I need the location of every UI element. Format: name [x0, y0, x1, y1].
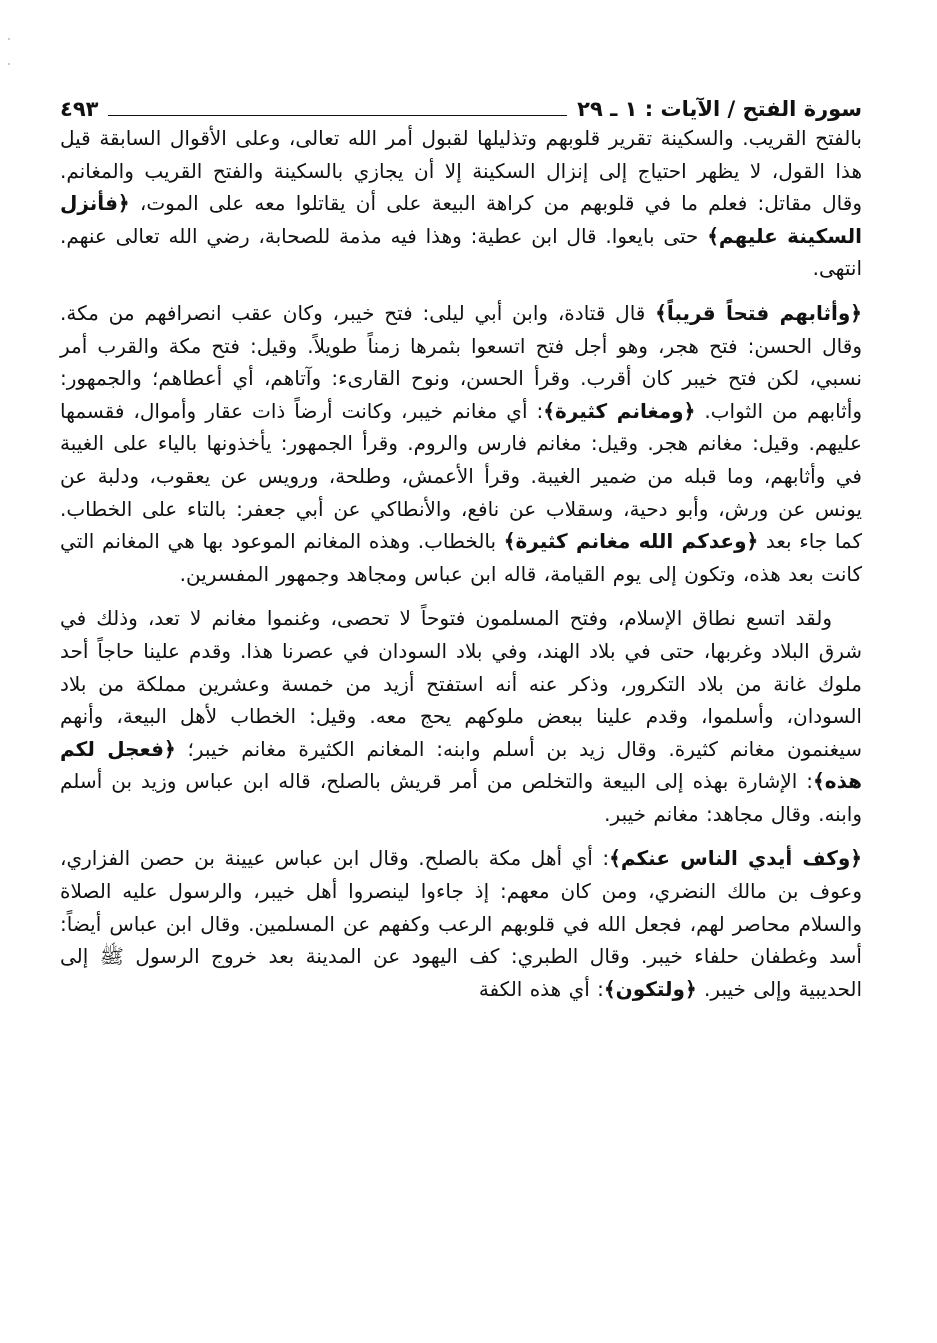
paragraph-1: بالفتح القريب. والسكينة تقرير قلوبهم وتذليلها لقبول أمر الله تعالى، وعلى الأقوال السابقة قيل هذا القول، لا يظهر احتياج إلى إنزال السكينة إلا أن يجازي بالسكينة والفتح القريب والمغانم. وقال مقاتل: فعلم ما في قلوبهم من كراهة البيعة على أن يقاتلوا معه على الموت، ﴿فأنزل السكينة عليهم﴾ حتى بايعوا. قال ابن عطية: وهذا فيه مذمة للصحابة، رضي الله تعالى عنهم. انتهى.: [60, 126, 862, 281]
quran-quote: ﴿ولتكون﴾: [603, 976, 697, 1001]
body-text: [60, 122, 862, 1303]
paragraph-4: ﴿وكف أيدي الناس عنكم﴾: أي أهل مكة بالصلح. وقال ابن عباس عيينة بن حصن الفزاري، وعوف بن مالك النضري، ومن كان معهم: إذ جاءوا لينصروا أهل خيبر، والرسول عليه الصلاة والسلام محاصر لهم، فجعل الله في قلوبهم الرعب وكفهم عن المسلمين. وقال ابن عباس أيضاً: أسد وغطفان حلفاء خيبر. وقال الطبري: كف اليهود عن المدينة بعد خروج الرسول ﷺ إلى الحديبية وإلى خيبر. ﴿ولتكون﴾: أي هذه الكفة: [60, 846, 862, 1001]
running-header: [60, 84, 862, 120]
scan-speck: [8, 38, 10, 40]
quran-quote: ﴿فأنزل السكينة عليهم﴾: [60, 191, 862, 248]
paragraph-2: ﴿وأثابهم فتحاً قريباً﴾ قال قتادة، وابن أبي ليلى: فتح خيبر، وكان عقب انصرافهم من مكة. وقال الحسن: فتح هجر، وهو أجل فتح اتسعوا بثمرها زمناً طويلاً. وقيل: فتح مكة والقرب أمر نسبي، لكن فتح خيبر كان أقرب. وقرأ الحسن، ونوح القارىء: وآتاهم، أي أعطاهم؛ والجمهور: وأثابهم من الثواب. ﴿ومغانم كثيرة﴾: أي مغانم خيبر، وكانت أرضاً ذات عقار وأموال، فقسمها عليهم. وقيل: مغانم هجر. وقيل: مغانم فارس والروم. وقرأ الجمهور: يأخذونها بالياء على الغيبة في وأثابهم، وما قبله من ضمير الغيبة. وقرأ الأعمش، وطلحة، ورويس عن يعقوب، ودلبة عن يونس عن ورش، وأبو دحية، وسقلاب عن نافع، والأنطاكي عن أبي جعفر: بالتاء على الخطاب. كما جاء بعد ﴿وعدكم الله مغانم كثيرة﴾ بالخطاب. وهذه المغانم الموعود بها هي المغانم التي كانت بعد هذه، وتكون إلى يوم القيامة، قاله ابن عباس ومجاهد وجمهور المفسرين.: [60, 300, 863, 586]
quran-quote: ﴿وأثابهم فتحاً قريباً﴾: [655, 300, 862, 325]
quran-quote: ﴿وعدكم الله مغانم كثيرة﴾: [503, 529, 759, 554]
scan-speck: [8, 63, 10, 65]
quran-quote: ﴿وكف أيدي الناس عنكم﴾: [609, 846, 862, 871]
page-number: ٤٩٣: [60, 97, 99, 121]
quran-quote: ﴿فعجل لكم هذه﴾: [60, 736, 862, 794]
header-title: سورة الفتح / الآيات : ١ ـ ٢٩: [577, 97, 862, 121]
quran-quote: ﴿ومغانم كثيرة﴾: [543, 398, 696, 423]
paragraph-3: ولقد اتسع نطاق الإسلام، وفتح المسلمون فتوحاً لا تحصى، وغنموا مغانم لا تعد، وذلك في شرق البلاد وغربها، حتى في بلاد الهند، وفي بلاد السودان في عصرنا هذا. وقدم علينا حاجاً أحد ملوك غانة من بلاد التكرور، وذكر عنه أنه استفتح أزيد من خمسة وعشرين مملكة من بلاد السودان، وأسلموا، وقدم علينا ببعض ملوكهم يحج معه. وقيل: الخطاب لأهل البيعة، وأنهم سيغنمون مغانم كثيرة. وقال زيد بن أسلم وابنه: المغانم الكثيرة مغانم خيبر؛ ﴿فعجل لكم هذه﴾: الإشارة بهذه إلى البيعة والتخلص من أمر قريش بالصلح، قاله ابن عباس وزيد بن أسلم وابنه. وقال مجاهد: مغانم خيبر.: [60, 606, 863, 826]
header-rule: [108, 115, 567, 116]
